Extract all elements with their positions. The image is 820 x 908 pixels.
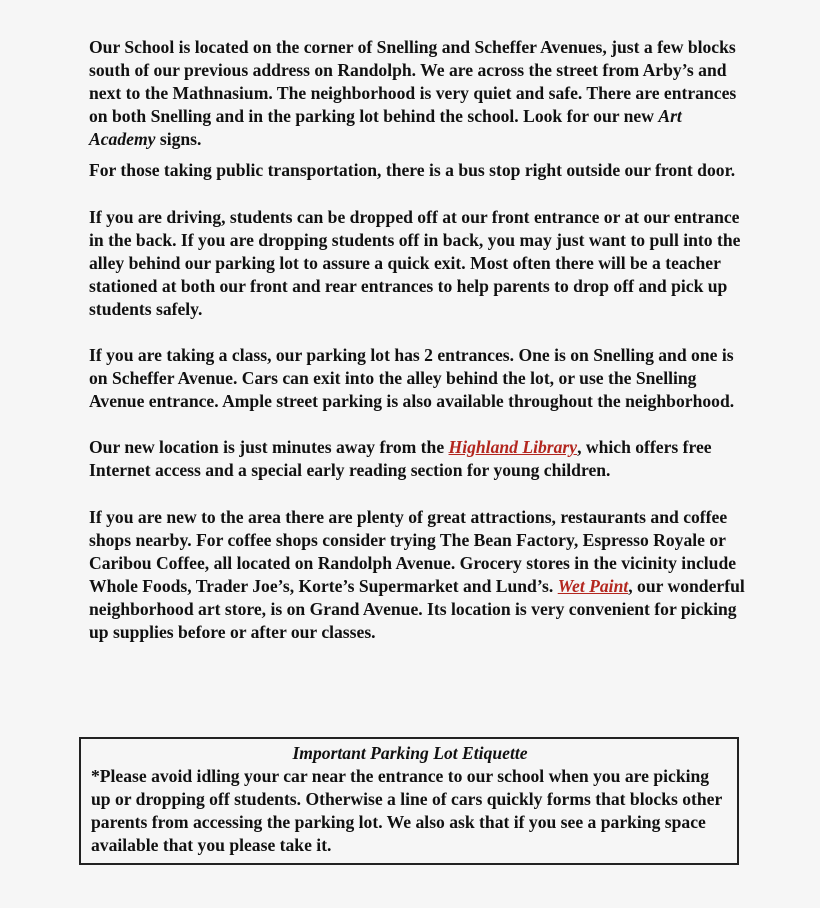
location-text-end: signs.	[155, 129, 202, 150]
wet-paint-link[interactable]: Wet Paint	[557, 575, 629, 596]
etiquette-body: *Please avoid idling your car near the entrance to our school when you are picking up or dropping off students. Otherwise a line of cars quickly forms that blocks other parents from accessing the parking lot. We also ask that if you see a parking space available that you please take it.	[91, 766, 722, 856]
art-academy-name: Art Academy	[89, 106, 682, 150]
parking-etiquette-box	[79, 737, 739, 865]
library-text: Our new location is just minutes away from the	[89, 437, 449, 458]
attractions-text-end: , our wonderful neighborhood art store, is on Grand Avenue. Its location is very convenient for picking up supplies before or after our classes.	[89, 575, 745, 642]
paragraph-library	[89, 436, 749, 482]
attractions-text: If you are new to the area there are plenty of great attractions, restaurants and coffee shops nearby. For coffee shops consider trying The Bean Factory, Espresso Royale or Caribou Coffee, all located on Randolph Avenue. Grocery stores in the vicinity include Whole Foods, Trader Joe’s, Korte’s Supermarket and Lund’s.	[89, 506, 737, 596]
paragraph-public-transport: For those taking public transportation, there is a bus stop right outside our front door.	[89, 160, 736, 181]
library-text-end: , which offers free Internet access and a special early reading section for young children.	[89, 437, 712, 481]
etiquette-title: Important Parking Lot Etiquette	[292, 743, 528, 763]
paragraph-attractions	[89, 506, 749, 645]
paragraph-parking: If you are taking a class, our parking lot has 2 entrances. One is on Snelling and one is on Scheffer Avenue. Cars can exit into the alley behind the lot, or use the Snelling Avenue entrance. Ample street parking is also available throughout the neighborhood.	[89, 345, 735, 412]
document-body	[89, 36, 749, 652]
highland-library-link[interactable]: Highland Library	[448, 437, 578, 458]
paragraph-location	[89, 36, 749, 151]
paragraph-driving: If you are driving, students can be dropped off at our front entrance or at our entrance in the back. If you are dropping students off in back, you may just want to pull into the alley behind our parking lot to assure a quick exit. Most often there will be a teacher stationed at both our front and rear entrances to help parents to drop off and pick up students safely.	[89, 206, 741, 319]
location-text: Our School is located on the corner of Snelling and Scheffer Avenues, just a few blocks south of our previous address on Randolph. We are across the street from Arby’s and next to the Mathnasium. The neighborhood is very quiet and safe. There are entrances on both Snelling and in the parking lot behind the school. Look for our new	[89, 37, 737, 127]
